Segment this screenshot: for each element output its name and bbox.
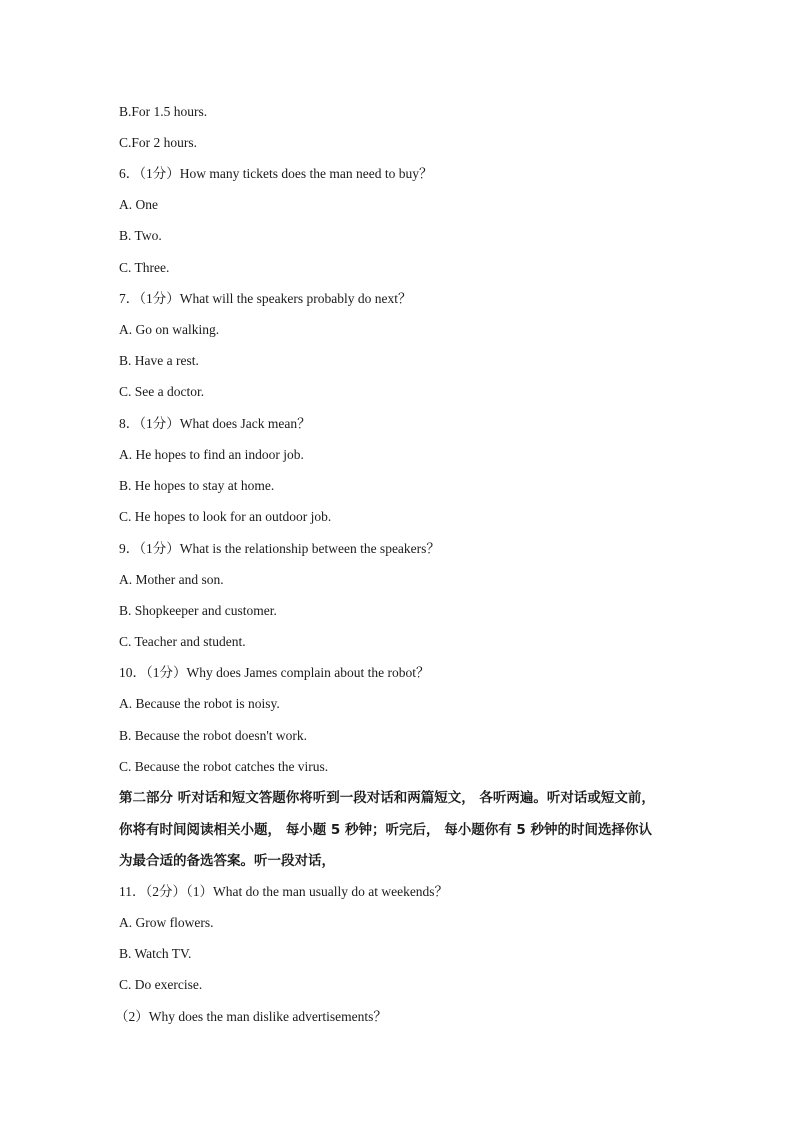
question-10: 10．（1分）Why does James complain about the robot？	[119, 665, 430, 680]
option-11-1b: B. Watch TV.	[119, 946, 192, 961]
option-7a: A. Go on walking.	[119, 322, 220, 337]
option-11-1a: A. Grow flowers.	[119, 915, 214, 930]
question-11-1: 11．（2分）（1）What do the man usually do at weekends？	[119, 884, 449, 899]
question-6: 6．（1分）How many tickets does the man need to buy？	[119, 166, 433, 181]
option-7c: C. See a doctor.	[119, 384, 205, 399]
option-9c: C. Teacher and student.	[119, 634, 246, 649]
option-10a: A. Because the robot is noisy.	[119, 696, 280, 711]
option-11-1c: C. Do exercise.	[119, 977, 203, 992]
option-6c: C. Three.	[119, 260, 170, 275]
option-10c: C. Because the robot catches the virus.	[119, 759, 329, 774]
option-9b: B. Shopkeeper and customer.	[119, 603, 277, 618]
question-9: 9．（1分）What is the relationship between the speakers？	[119, 541, 440, 556]
section2-heading-line1: 第二部分 听对话和短文答题你将听到一段对话和两篇短文， 各听两遍。听对话或短文前，	[119, 790, 655, 806]
question-11-2: （2）Why does the man dislike advertisements？	[115, 1009, 387, 1024]
section2-heading-line2: 你将有时间阅读相关小题， 每小题 5 秒钟；听完后， 每小题你有 5 秒钟的时间选择你认	[119, 822, 652, 838]
section2-heading-line3: 为最合适的备选答案。听一段对话，	[119, 853, 335, 869]
option-8a: A. He hopes to find an indoor job.	[119, 447, 304, 462]
option-6a: A. One	[119, 197, 158, 212]
option-10b: B. Because the robot doesn't work.	[119, 728, 308, 743]
option-8c: C. He hopes to look for an outdoor job.	[119, 509, 332, 524]
option-9a: A. Mother and son.	[119, 572, 224, 587]
option-5b: B.For 1.5 hours.	[119, 104, 208, 119]
option-6b: B. Two.	[119, 228, 162, 243]
question-8: 8．（1分）What does Jack mean？	[119, 416, 311, 431]
option-8b: B. He hopes to stay at home.	[119, 478, 275, 493]
question-7: 7．（1分）What will the speakers probably do next？	[119, 291, 412, 306]
option-5c: C.For 2 hours.	[119, 135, 198, 150]
option-7b: B. Have a rest.	[119, 353, 199, 368]
